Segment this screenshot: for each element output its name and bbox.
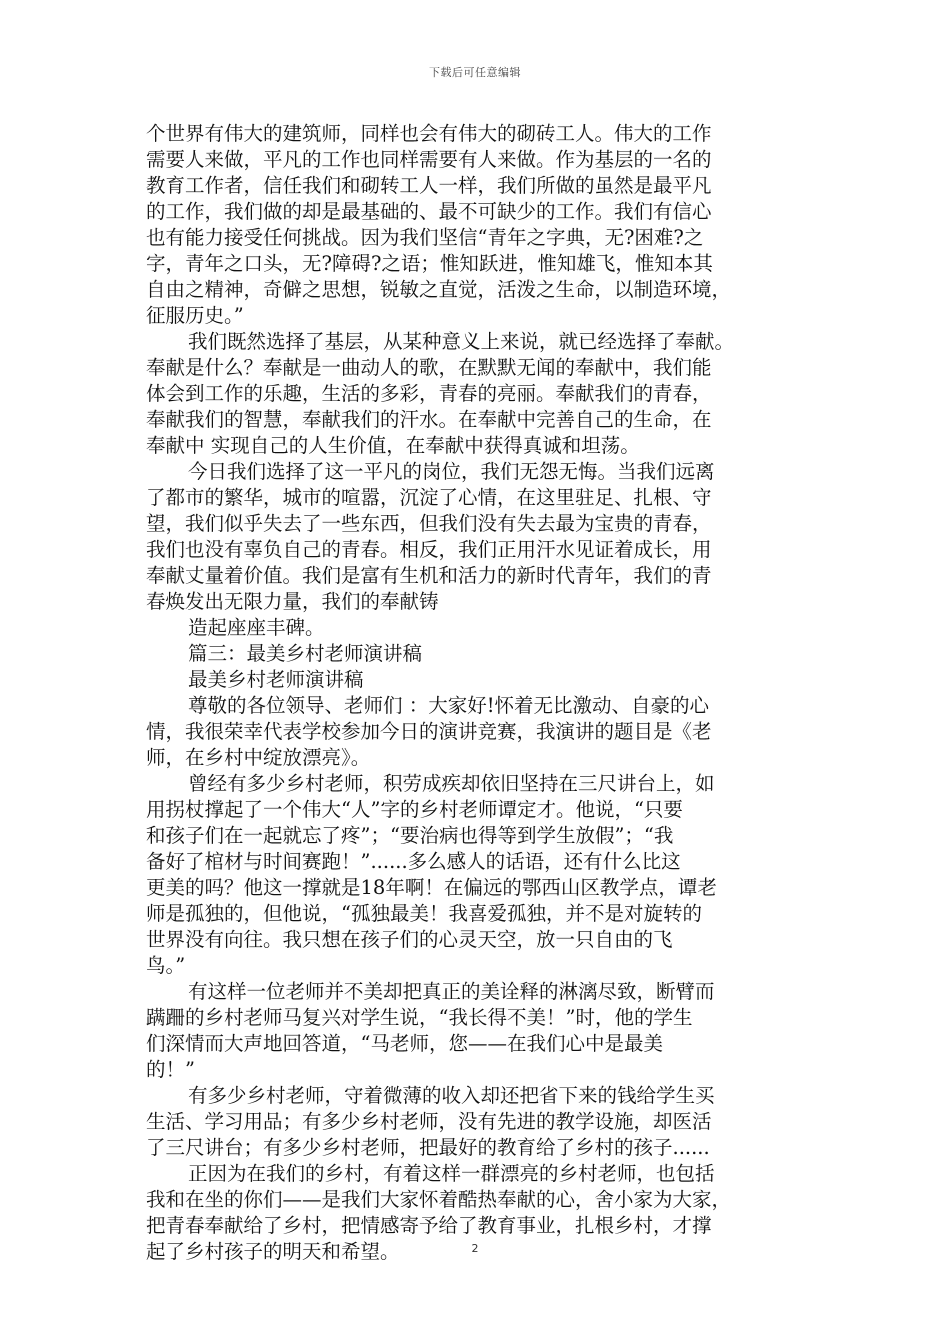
text-line: 需要人来做，平凡的工作也同样需要有人来做。作为基层的一名的 (146, 148, 712, 171)
text-line: 正因为在我们的乡村，有着这样一群漂亮的乡村老师，也包括 (188, 1162, 715, 1185)
text-line: 和孩子们在一起就忘了疼”；“要治病也得等到学生放假”；“我 (146, 824, 674, 847)
text-line: 备好了棺材与时间赛跑！”......多么感人的话语，还有什么比这 (146, 850, 681, 873)
text-line: 自由之精神，奇僻之思想，锐敏之直觉，活泼之生命，以制造环境， (146, 278, 732, 301)
text-line: 蹒跚的乡村老师马复兴对学生说，“我长得不美！”时，他的学生 (146, 1006, 693, 1029)
text-line: 情，我很荣幸代表学校参加今日的演讲竞赛，我演讲的题目是《老 (146, 720, 712, 743)
text-line: 有多少乡村老师，守着微薄的收入却还把省下来的钱给学生买 (188, 1084, 715, 1107)
body-text (146, 121, 826, 1265)
text-line: 的！” (146, 1058, 195, 1081)
text-line: 我们也没有辜负自己的青春。相反，我们正用汗水见证着成长，用 (146, 538, 712, 561)
text-line: 体会到工作的乐趣，生活的多彩，青春的亮丽。奉献我们的青春， (146, 382, 712, 405)
text-line: 用拐杖撑起了一个伟大“人”字的乡村老师谭定才。他说，“只要 (146, 798, 683, 821)
text-line: 奉献我们的智慧，奉献我们的汗水。在奉献中完善自己的生命，在 (146, 408, 712, 431)
text-line: 造起座座丰碑。 (188, 616, 325, 639)
text-line: 的工作，我们做的却是最基础的、最不可缺少的工作。我们有信心 (146, 200, 712, 223)
text-line: 望，我们似乎失去了一些东西，但我们没有失去最为宝贵的青春， (146, 512, 712, 535)
text-line: 曾经有多少乡村老师，积劳成疾却依旧坚持在三尺讲台上，如 (188, 772, 715, 795)
page-header: 下载后可任意编辑 (429, 66, 521, 79)
text-line: 我和在坐的你们——是我们大家怀着酷热奉献的心，舍小家为大家， (146, 1188, 732, 1211)
text-line: 个世界有伟大的建筑师，同样也会有伟大的砌砖工人。伟大的工作 (146, 122, 712, 145)
text-line: 了都市的繁华，城市的喧嚣，沉淀了心情，在这里驻足、扎根、守 (146, 486, 712, 509)
text-line: 我们既然选择了基层，从某种意义上来说，就已经选择了奉献。 (188, 330, 735, 353)
text-line: 奉献丈量着价值。我们是富有生机和活力的新时代青年，我们的青 (146, 564, 712, 587)
text-line: 征服历史。” (146, 304, 244, 327)
text-line: 生活、学习用品；有多少乡村老师，没有先进的教学设施，却医活 (146, 1110, 712, 1133)
text-line: 们深情而大声地回答道，“马老师，您——在我们心中是最美 (146, 1032, 663, 1055)
text-line: 篇三：最美乡村老师演讲稿 (188, 642, 423, 665)
text-line: 尊敬的各位领导、老师们 ：大家好!怀着无比激动、自豪的心 (188, 694, 710, 717)
text-line: 字，青年之口头，无?障碍?之语；惟知跃进，惟知雄飞，惟知本其 (146, 252, 713, 275)
text-line: 今日我们选择了这一平凡的岗位，我们无怨无悔。当我们远离 (188, 460, 715, 483)
text-line: 奉献中 实现自己的人生价值，在奉献中获得真诚和坦荡。 (146, 434, 640, 457)
text-line: 更美的吗？他这一撑就是18年啊！在偏远的鄂西山区教学点，谭老 (146, 876, 717, 899)
text-line: 春焕发出无限力量，我们的奉献铸 (146, 590, 439, 613)
text-line: 了三尺讲台；有多少乡村老师，把最好的教育给了乡村的孩子...... (146, 1136, 710, 1159)
text-line: 师是孤独的，但他说，“孤独最美！我喜爱孤独，并不是对旋转的 (146, 902, 702, 925)
text-line: 奉献是什么？奉献是一曲动人的歌，在默默无闻的奉献中，我们能 (146, 356, 712, 379)
text-line: 鸟。” (146, 954, 186, 977)
text-line: 最美乡村老师演讲稿 (188, 668, 364, 691)
text-line: 把青春奉献给了乡村，把情感寄予给了教育事业，扎根乡村，才撑 (146, 1214, 712, 1237)
text-line: 教育工作者，信任我们和砌转工人一样，我们所做的虽然是最平凡 (146, 174, 712, 197)
page-number: 2 (471, 1242, 479, 1255)
text-line: 师，在乡村中绽放漂亮》。 (146, 746, 371, 769)
text-line: 起了乡村孩子的明天和希望。 (146, 1240, 400, 1263)
text-line: 也有能力接受任何挑战。因为我们坚信“青年之字典，无?困难?之 (146, 226, 704, 249)
text-line: 世界没有向往。我只想在孩子们的心灵天空，放一只自由的飞 (146, 928, 673, 951)
text-line: 有这样一位老师并不美却把真正的美诠释的淋漓尽致，断臂而 (188, 980, 715, 1003)
